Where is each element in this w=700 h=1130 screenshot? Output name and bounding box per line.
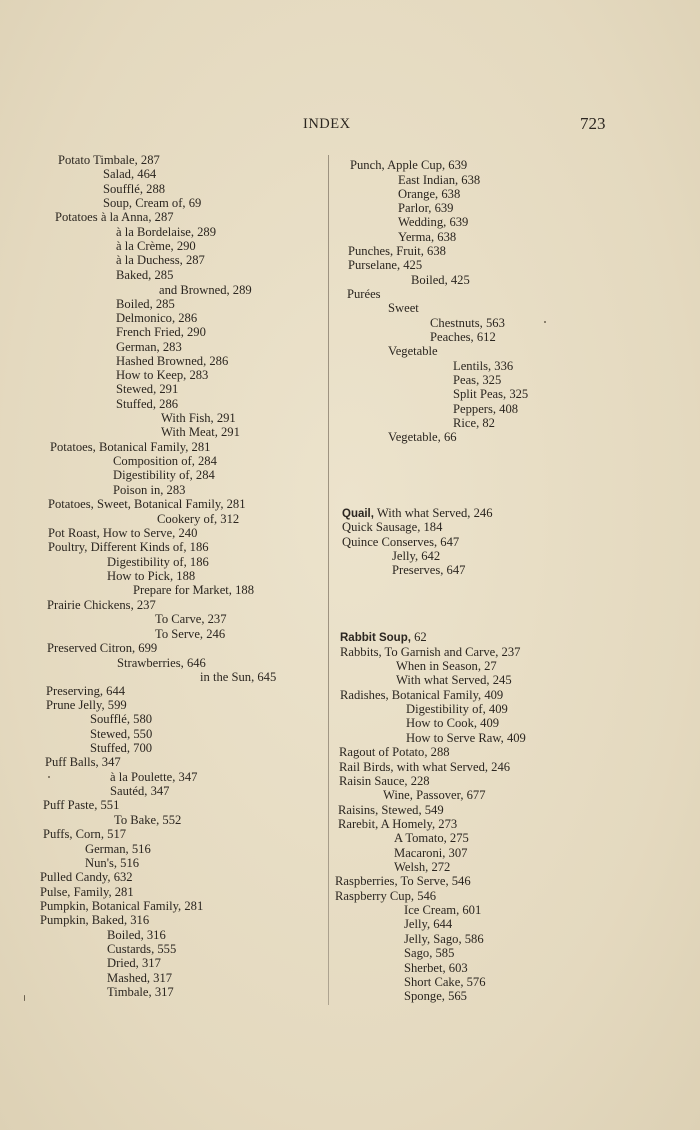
index-entry: Stuffed, 700 xyxy=(90,741,153,755)
index-entry: à la Duchess, 287 xyxy=(116,253,205,267)
index-entry: Quince Conserves, 647 xyxy=(342,535,460,549)
index-entry: Sponge, 565 xyxy=(404,989,467,1003)
index-entry: How to Pick, 188 xyxy=(107,569,196,583)
index-entry: Strawberries, 646 xyxy=(117,656,206,670)
index-entry: Peaches, 612 xyxy=(430,330,496,344)
index-entry: Composition of, 284 xyxy=(113,454,217,468)
page-header xyxy=(0,116,700,138)
index-entry-quail xyxy=(342,506,493,521)
print-speck xyxy=(48,776,50,778)
index-entry: Custards, 555 xyxy=(107,942,177,956)
index-entry: Poison in, 283 xyxy=(113,483,186,497)
index-entry: How to Keep, 283 xyxy=(116,368,209,382)
index-entry: Sherbet, 603 xyxy=(404,961,468,975)
index-entry: How to Serve Raw, 409 xyxy=(406,731,526,745)
index-entry: Raisin Sauce, 228 xyxy=(339,774,430,788)
running-title: INDEX xyxy=(303,116,351,132)
page-number: 723 xyxy=(580,114,606,133)
entry-heading: Rabbit Soup, xyxy=(340,632,411,644)
index-entry: Ice Cream, 601 xyxy=(404,903,482,917)
index-entry: With Meat, 291 xyxy=(161,425,240,439)
index-entry: Potatoes, Sweet, Botanical Family, 281 xyxy=(48,497,246,511)
index-entry: à la Poulette, 347 xyxy=(110,770,198,784)
index-entry: Pulse, Family, 281 xyxy=(40,885,134,899)
index-entry: Raspberry Cup, 546 xyxy=(335,889,437,903)
index-entry: Jelly, Sago, 586 xyxy=(404,932,484,946)
index-entry: Hashed Browned, 286 xyxy=(116,354,229,368)
column-divider xyxy=(328,155,329,1005)
index-entry: Cookery of, 312 xyxy=(157,512,240,526)
index-entry: Pumpkin, Baked, 316 xyxy=(40,913,150,927)
index-entry: à la Bordelaise, 289 xyxy=(116,225,217,239)
index-entry: East Indian, 638 xyxy=(398,173,481,187)
index-entry: Boiled, 316 xyxy=(107,928,166,942)
index-entry: Digestibility of, 284 xyxy=(113,468,215,482)
index-entry: Punch, Apple Cup, 639 xyxy=(350,158,468,172)
index-entry: Pumpkin, Botanical Family, 281 xyxy=(40,899,204,913)
index-entry: Delmonico, 286 xyxy=(116,311,198,325)
index-entry: and Browned, 289 xyxy=(159,283,252,297)
index-entry: Purées xyxy=(347,287,381,301)
index-entry: Soup, Cream of, 69 xyxy=(103,196,202,210)
index-entry: Macaroni, 307 xyxy=(394,846,468,860)
index-entry: German, 516 xyxy=(85,842,151,856)
index-entry: Vegetable, 66 xyxy=(388,430,457,444)
index-entry: Soufflé, 580 xyxy=(90,712,153,726)
index-entry: When in Season, 27 xyxy=(396,659,497,673)
index-entry: Rail Birds, with what Served, 246 xyxy=(339,760,511,774)
index-entry: Potato Timbale, 287 xyxy=(58,153,160,167)
index-entry: French Fried, 290 xyxy=(116,325,206,339)
index-entry: Timbale, 317 xyxy=(107,985,174,999)
index-entry: Preserves, 647 xyxy=(392,563,466,577)
index-entry: Vegetable xyxy=(388,344,438,358)
index-entry: Puff Balls, 347 xyxy=(45,755,121,769)
index-entry: Stewed, 291 xyxy=(116,382,179,396)
index-entry: Salad, 464 xyxy=(103,167,157,181)
entry-text: 62 xyxy=(414,630,427,644)
index-entry: Split Peas, 325 xyxy=(453,387,529,401)
index-entry: Lentils, 336 xyxy=(453,359,514,373)
index-entry: Yerma, 638 xyxy=(398,230,457,244)
index-entry: Rarebit, A Homely, 273 xyxy=(338,817,458,831)
index-entry: Digestibility of, 409 xyxy=(406,702,508,716)
index-entry: Quick Sausage, 184 xyxy=(342,520,443,534)
index-entry: Welsh, 272 xyxy=(394,860,451,874)
entry-heading: Quail, xyxy=(342,508,374,520)
index-entry: To Serve, 246 xyxy=(155,627,226,641)
index-entry: Mashed, 317 xyxy=(107,971,173,985)
index-entry: Jelly, 644 xyxy=(404,917,453,931)
index-entry: To Carve, 237 xyxy=(155,612,227,626)
index-entry: Wine, Passover, 677 xyxy=(383,788,486,802)
index-entry: Preserved Citron, 699 xyxy=(47,641,158,655)
index-entry: Peppers, 408 xyxy=(453,402,519,416)
index-entry: Raspberries, To Serve, 546 xyxy=(335,874,471,888)
index-entry: To Bake, 552 xyxy=(114,813,182,827)
index-entry: Punches, Fruit, 638 xyxy=(348,244,446,258)
index-entry: Prairie Chickens, 237 xyxy=(47,598,156,612)
index-entry: With what Served, 245 xyxy=(396,673,512,687)
index-entry-rabbit-soup xyxy=(340,630,427,645)
index-entry: Short Cake, 576 xyxy=(404,975,486,989)
index-entry: German, 283 xyxy=(116,340,182,354)
index-entry: Nun's, 516 xyxy=(85,856,140,870)
index-entry: Chestnuts, 563 xyxy=(430,316,505,330)
index-entry: Stewed, 550 xyxy=(90,727,153,741)
index-entry: How to Cook, 409 xyxy=(406,716,500,730)
index-entry: Orange, 638 xyxy=(398,187,461,201)
index-entry: Radishes, Botanical Family, 409 xyxy=(340,688,504,702)
index-entry: Pulled Candy, 632 xyxy=(40,870,133,884)
print-speck xyxy=(544,321,546,323)
index-entry: Parlor, 639 xyxy=(398,201,454,215)
index-entry: Prune Jelly, 599 xyxy=(46,698,127,712)
index-entry: Ragout of Potato, 288 xyxy=(339,745,450,759)
index-entry: Peas, 325 xyxy=(453,373,502,387)
index-entry: Poultry, Different Kinds of, 186 xyxy=(48,540,209,554)
index-entry: Soufflé, 288 xyxy=(103,182,166,196)
index-entry: Raisins, Stewed, 549 xyxy=(338,803,444,817)
index-entry: Potatoes, Botanical Family, 281 xyxy=(50,440,211,454)
index-entry: in the Sun, 645 xyxy=(200,670,277,684)
index-entry: Purselane, 425 xyxy=(348,258,423,272)
index-entry: à la Crème, 290 xyxy=(116,239,196,253)
index-entry: Sweet xyxy=(388,301,419,315)
index-entry: Prepare for Market, 188 xyxy=(133,583,254,597)
index-entry: A Tomato, 275 xyxy=(394,831,469,845)
index-entry: Puffs, Corn, 517 xyxy=(43,827,127,841)
index-entry: With Fish, 291 xyxy=(161,411,236,425)
index-entry: Boiled, 285 xyxy=(116,297,175,311)
index-entry: Pot Roast, How to Serve, 240 xyxy=(48,526,198,540)
index-entry: Baked, 285 xyxy=(116,268,174,282)
index-entry: Digestibility of, 186 xyxy=(107,555,209,569)
index-entry: Stuffed, 286 xyxy=(116,397,179,411)
index-entry: Jelly, 642 xyxy=(392,549,441,563)
entry-text: With what Served, 246 xyxy=(376,506,493,520)
index-entry: Potatoes à la Anna, 287 xyxy=(55,210,174,224)
index-entry: Rabbits, To Garnish and Carve, 237 xyxy=(340,645,521,659)
index-entry: Sago, 585 xyxy=(404,946,455,960)
index-entry: Wedding, 639 xyxy=(398,215,469,229)
index-entry: Rice, 82 xyxy=(453,416,495,430)
index-entry: Sautéd, 347 xyxy=(110,784,170,798)
index-entry: Boiled, 425 xyxy=(411,273,470,287)
index-entry: Preserving, 644 xyxy=(46,684,126,698)
index-entry: Dried, 317 xyxy=(107,956,161,970)
index-entry: Puff Paste, 551 xyxy=(43,798,120,812)
print-speck xyxy=(24,995,25,1001)
